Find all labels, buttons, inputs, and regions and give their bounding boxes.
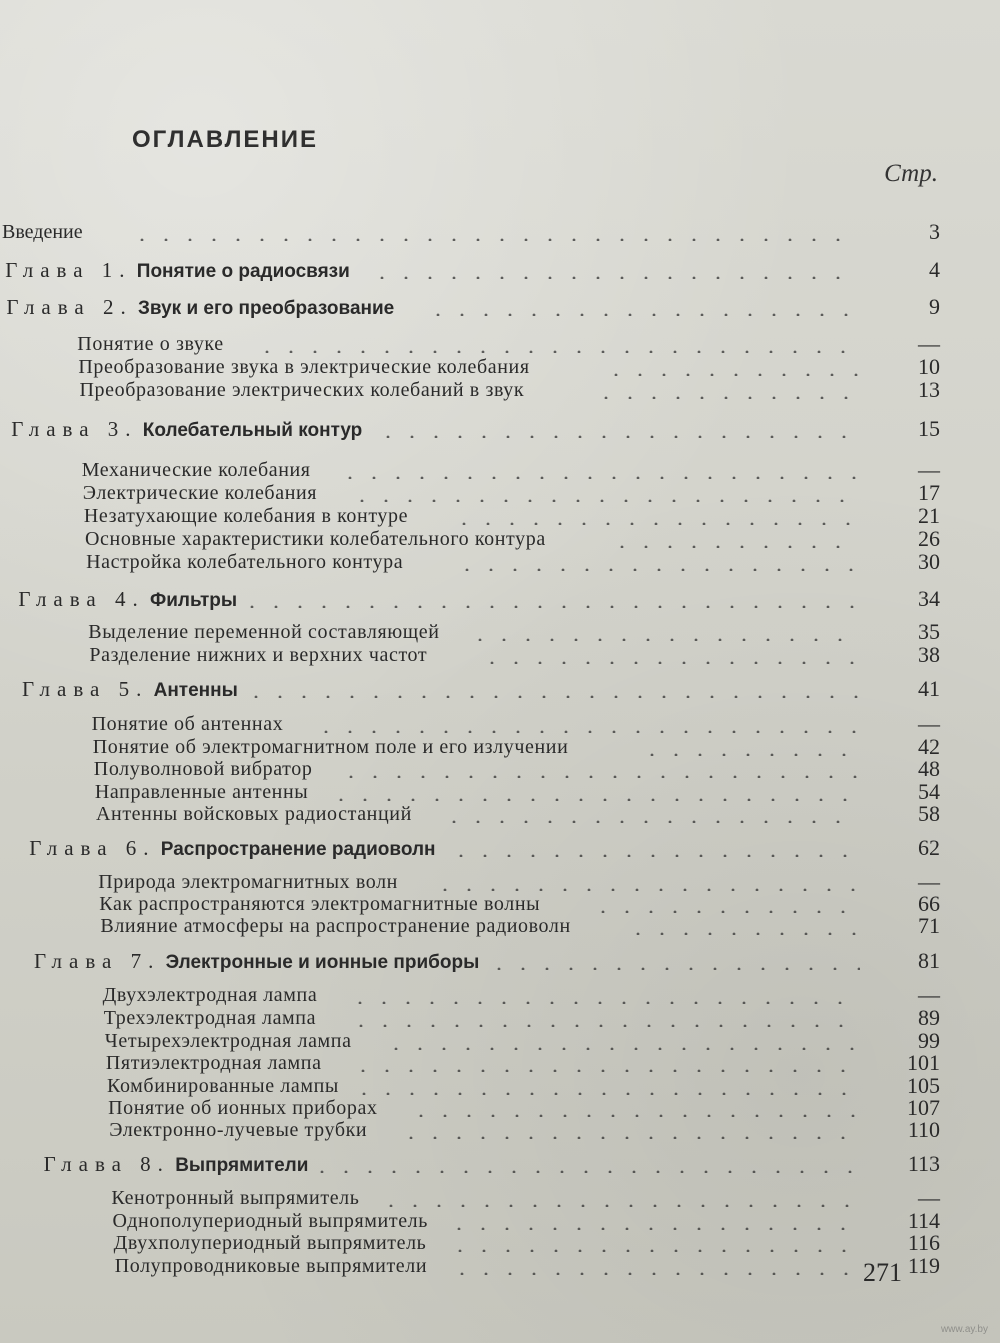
page-column-label: Стр. bbox=[884, 160, 938, 187]
toc-section-row bbox=[0, 1186, 1000, 1210]
toc-section-title: Преобразование электрических колебаний в звук bbox=[79, 379, 525, 401]
page-number: — bbox=[918, 869, 940, 894]
toc-section-title: Кенотронный выпрямитель bbox=[111, 1187, 360, 1209]
leader-dots bbox=[426, 313, 860, 316]
page-number: 21 bbox=[918, 503, 940, 528]
toc-section-title: Преобразование звука в электрические колебания bbox=[78, 356, 530, 378]
page-number: 107 bbox=[907, 1095, 940, 1120]
page-number: 113 bbox=[907, 1151, 940, 1176]
page-number: 114 bbox=[907, 1208, 940, 1233]
toc-section-title: Понятие об ионных приборах bbox=[108, 1097, 378, 1119]
toc-chapter-heading bbox=[44, 1152, 309, 1178]
toc-chapter-row bbox=[0, 295, 1000, 319]
leader-dots bbox=[640, 753, 860, 756]
leader-dots bbox=[447, 1227, 860, 1230]
leader-dots bbox=[370, 276, 860, 279]
chapter-number: Глава 6. bbox=[29, 836, 156, 860]
leader-dots bbox=[348, 1001, 860, 1004]
leader-dots bbox=[350, 499, 860, 502]
page-number: 81 bbox=[918, 948, 940, 973]
toc-section-title: Электронно-лучевые трубки bbox=[109, 1119, 368, 1141]
page-number: — bbox=[918, 982, 940, 1007]
toc-chapter-row bbox=[0, 1152, 1000, 1176]
page-number: — bbox=[918, 711, 940, 736]
toc-section-row bbox=[0, 378, 1000, 402]
page-number: 119 bbox=[907, 1253, 940, 1278]
toc-section-title: Двухполупериодный выпрямитель bbox=[113, 1232, 427, 1254]
leader-dots bbox=[452, 522, 860, 525]
toc-section-row bbox=[0, 458, 1000, 482]
toc-section-title: Незатухающие колебания в контуре bbox=[83, 505, 409, 527]
toc-section-title: Направленные антенны bbox=[94, 781, 309, 803]
toc-chapter-row bbox=[0, 417, 1000, 441]
leader-dots bbox=[604, 373, 860, 376]
toc-section-row bbox=[0, 1231, 1000, 1255]
page-number: 30 bbox=[918, 549, 940, 574]
leader-dots bbox=[399, 1136, 860, 1139]
toc-intro-row bbox=[0, 220, 1000, 244]
toc-section-row bbox=[0, 550, 1000, 574]
toc-section-title: Двухэлектродная лампа bbox=[102, 984, 318, 1006]
toc-section-title: Полупроводниковые выпрямители bbox=[114, 1255, 428, 1277]
page-number: 41 bbox=[918, 676, 940, 701]
page-number: — bbox=[918, 457, 940, 482]
leader-dots bbox=[314, 730, 860, 733]
page-number: 62 bbox=[918, 835, 940, 860]
toc-section-row bbox=[0, 1209, 1000, 1233]
leader-dots bbox=[351, 1069, 860, 1072]
toc-section-row bbox=[0, 332, 1000, 356]
toc-section-row bbox=[0, 914, 1000, 938]
toc-section-row bbox=[0, 504, 1000, 528]
toc-section-title: Однополупериодный выпрямитель bbox=[112, 1210, 428, 1232]
chapter-number: Глава 7. bbox=[34, 949, 161, 973]
chapter-title: Распространение радиоволн bbox=[155, 839, 436, 860]
chapter-number: Глава 2. bbox=[6, 295, 133, 319]
toc-chapter-heading bbox=[11, 417, 362, 443]
toc-section-row bbox=[0, 1006, 1000, 1030]
leader-dots bbox=[384, 1047, 860, 1050]
leader-dots bbox=[626, 932, 860, 935]
chapter-number: Глава 8. bbox=[43, 1152, 170, 1176]
toc-section-title: Электрические колебания bbox=[82, 482, 318, 504]
page-number: 35 bbox=[918, 619, 940, 644]
chapter-title: Колебательный контур bbox=[137, 420, 363, 441]
toc-section-row bbox=[0, 1074, 1000, 1098]
leader-dots bbox=[352, 1092, 860, 1095]
toc-section-title: Пятиэлектродная лампа bbox=[105, 1052, 322, 1074]
page-number: 71 bbox=[918, 913, 940, 938]
toc-section-title: Природа электромагнитных волн bbox=[98, 871, 398, 893]
leader-dots bbox=[240, 605, 860, 608]
toc-section-title: Основные характеристики колебательного контура bbox=[85, 528, 546, 550]
page-number: 54 bbox=[918, 779, 940, 804]
page-number: 13 bbox=[918, 377, 940, 402]
page-number: 116 bbox=[907, 1230, 940, 1255]
toc-section-title: Влияние атмосферы на распространение радиоволн bbox=[100, 915, 571, 937]
page-number: — bbox=[918, 331, 940, 356]
toc-section-row bbox=[0, 1029, 1000, 1053]
chapter-title: Электронные и ионные приборы bbox=[160, 952, 480, 973]
toc-section-title: Антенны войсковых радиостанций bbox=[96, 803, 412, 825]
toc-section-title: Выделение переменной составляющей bbox=[88, 621, 440, 643]
toc-entry-title: Введение bbox=[2, 221, 83, 243]
leader-dots bbox=[376, 435, 860, 438]
page-number: 42 bbox=[918, 734, 940, 759]
leader-dots bbox=[448, 1249, 860, 1252]
toc-chapter-row bbox=[0, 677, 1000, 701]
page-number: 66 bbox=[918, 891, 940, 916]
chapter-title: Понятие о радиосвязи bbox=[131, 261, 350, 282]
page-number: 34 bbox=[918, 586, 940, 611]
chapter-title: Звук и его преобразование bbox=[132, 298, 395, 319]
chapter-number: Глава 3. bbox=[11, 417, 138, 441]
leader-dots bbox=[594, 396, 861, 399]
toc-section-row bbox=[0, 802, 1000, 826]
leader-dots bbox=[442, 820, 860, 823]
page-number: 58 bbox=[918, 801, 940, 826]
toc-section-title: Настройка колебательного контура bbox=[86, 551, 404, 573]
leader-dots bbox=[487, 967, 860, 970]
leader-dots bbox=[130, 238, 860, 241]
leader-dots bbox=[591, 910, 860, 913]
page-number: — bbox=[918, 1185, 940, 1210]
toc-section-row bbox=[0, 712, 1000, 736]
leader-dots bbox=[329, 798, 860, 801]
page-number: 101 bbox=[907, 1050, 940, 1075]
leader-dots bbox=[244, 695, 860, 698]
leader-dots bbox=[310, 1170, 860, 1173]
chapter-number: Глава 1. bbox=[5, 258, 132, 282]
toc-section-title: Четырехэлектродная лампа bbox=[104, 1030, 352, 1052]
toc-section-title: Разделение нижних и верхних частот bbox=[89, 644, 428, 666]
page-number: 38 bbox=[918, 642, 940, 667]
toc-section-row bbox=[0, 1118, 1000, 1142]
toc-section-row bbox=[0, 1254, 1000, 1278]
toc-section-title: Как распространяются электромагнитные волны bbox=[99, 893, 541, 915]
toc-chapter-heading bbox=[34, 949, 479, 975]
toc-chapter-row bbox=[0, 258, 1000, 282]
toc-section-row bbox=[0, 870, 1000, 894]
leader-dots bbox=[449, 854, 860, 857]
toc-section-row bbox=[0, 527, 1000, 551]
toc-chapter-heading bbox=[6, 295, 394, 321]
toc-section-row bbox=[0, 643, 1000, 667]
page-number: 48 bbox=[918, 756, 940, 781]
leader-dots bbox=[338, 476, 860, 479]
toc-section-row bbox=[0, 735, 1000, 759]
leader-dots bbox=[409, 1114, 860, 1117]
page-number: 110 bbox=[907, 1117, 940, 1142]
chapter-title: Выпрямители bbox=[169, 1155, 309, 1176]
page-number: 3 bbox=[929, 219, 940, 244]
toc-section-title: Понятие о звуке bbox=[77, 333, 224, 355]
toc-chapter-heading bbox=[22, 677, 238, 703]
leader-dots bbox=[379, 1204, 860, 1207]
watermark: www.ay.by bbox=[940, 1324, 988, 1335]
page-number: 4 bbox=[929, 257, 940, 282]
page-number: 26 bbox=[918, 526, 940, 551]
page-number: 99 bbox=[918, 1028, 940, 1053]
leader-dots bbox=[610, 545, 860, 548]
toc-chapter-heading bbox=[18, 587, 237, 613]
toc-section-row bbox=[0, 780, 1000, 804]
page-number: 17 bbox=[918, 480, 940, 505]
leader-dots bbox=[480, 661, 860, 664]
toc-chapter-row bbox=[0, 587, 1000, 611]
toc-section-title: Полуволновой вибратор bbox=[93, 758, 313, 780]
leader-dots bbox=[433, 888, 860, 891]
page-number: 10 bbox=[918, 354, 940, 379]
leader-dots bbox=[450, 1272, 861, 1275]
chapter-title: Антенны bbox=[148, 680, 238, 701]
toc-section-row bbox=[0, 1051, 1000, 1075]
toc-chapter-row bbox=[0, 836, 1000, 860]
toc-section-row bbox=[0, 983, 1000, 1007]
toc-section-title: Механические колебания bbox=[81, 459, 311, 481]
chapter-title: Фильтры bbox=[144, 590, 238, 611]
toc-section-row bbox=[0, 481, 1000, 505]
toc-chapter-heading bbox=[5, 258, 350, 284]
page-number: 271 bbox=[863, 1258, 902, 1287]
toc-section-row bbox=[0, 355, 1000, 379]
page-number: 89 bbox=[918, 1005, 940, 1030]
toc-section-row bbox=[0, 757, 1000, 781]
toc-chapter-row bbox=[0, 949, 1000, 973]
toc-section-title: Трехэлектродная лампа bbox=[103, 1007, 317, 1029]
toc-section-title: Комбинированные лампы bbox=[107, 1075, 339, 1097]
toc-section-title: Понятие об антеннах bbox=[91, 713, 284, 735]
page-number: 9 bbox=[929, 294, 940, 319]
chapter-number: Глава 5. bbox=[22, 677, 149, 701]
leader-dots bbox=[468, 638, 860, 641]
leader-dots bbox=[255, 350, 860, 353]
toc-chapter-heading bbox=[29, 836, 435, 862]
contents-title: ОГЛАВЛЕНИЕ bbox=[132, 126, 319, 153]
toc-section-title: Понятие об электромагнитном поле и его излучении bbox=[92, 736, 569, 758]
chapter-number: Глава 4. bbox=[18, 587, 145, 611]
leader-dots bbox=[339, 775, 860, 778]
leader-dots bbox=[455, 568, 861, 571]
page-number: 105 bbox=[907, 1073, 940, 1098]
toc-section-row bbox=[0, 1096, 1000, 1120]
leader-dots bbox=[349, 1024, 860, 1027]
toc-section-row bbox=[0, 620, 1000, 644]
toc-section-row bbox=[0, 892, 1000, 916]
page-number: 15 bbox=[918, 416, 940, 441]
